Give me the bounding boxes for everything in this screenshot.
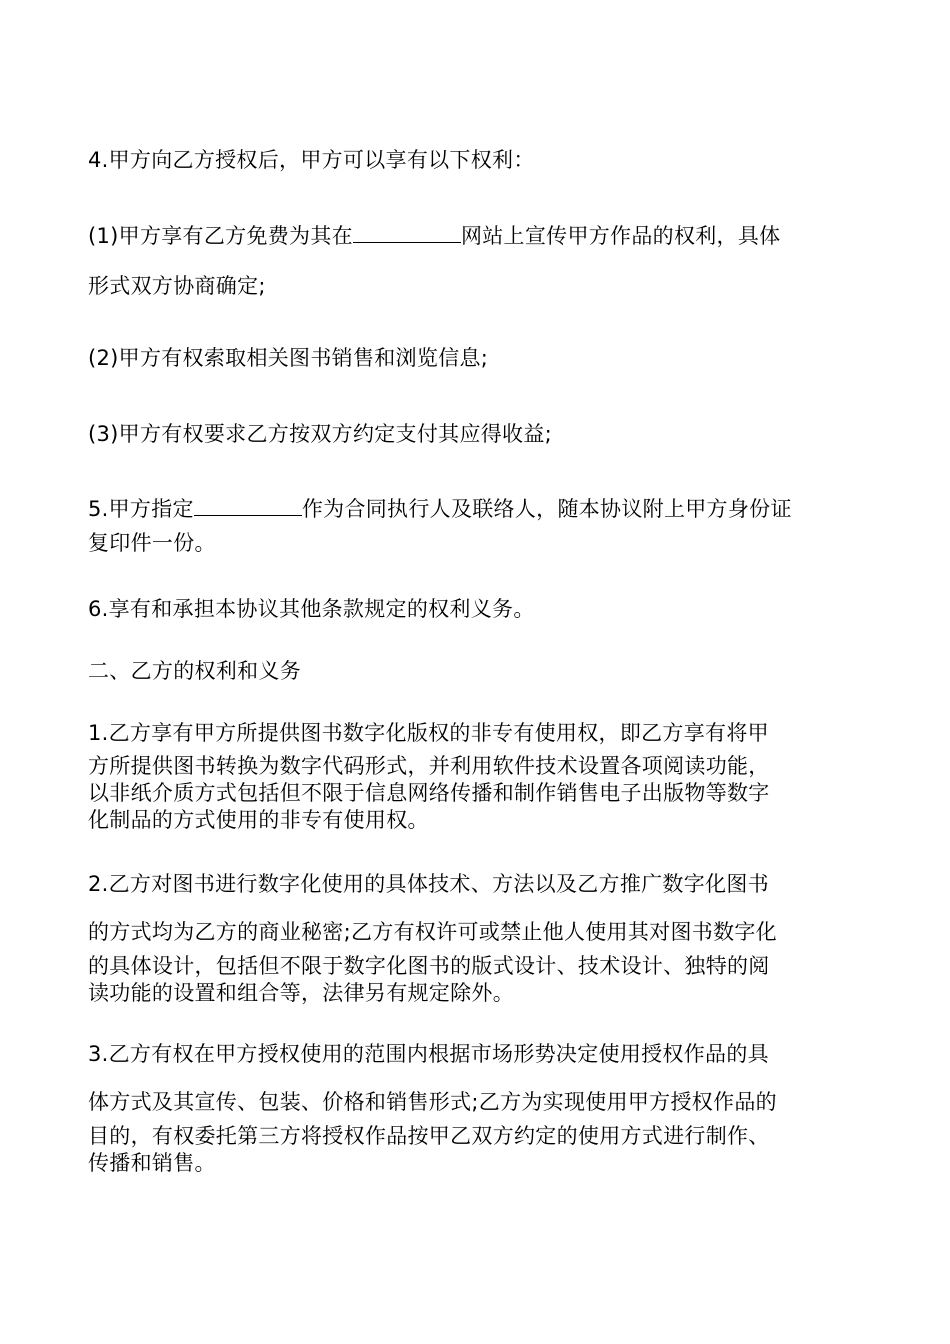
text-line: (2)甲方有权索取相关图书销售和浏览信息; — [88, 346, 489, 370]
text-segment: 作为合同执行人及联络人，随本协议附上甲方身份证 — [301, 497, 792, 521]
fill-in-blank-website — [353, 222, 461, 243]
text-line: 2.乙方对图书进行数字化使用的具体技术、方法以及乙方推广数字化图书 — [88, 872, 769, 896]
text-line: 读功能的设置和组合等，法律另有规定除外。 — [88, 981, 514, 1005]
text-line — [88, 494, 864, 524]
paragraph-a4 — [88, 145, 864, 175]
paragraph-a4-3 — [88, 419, 864, 449]
text-line: 传播和销售。 — [88, 1151, 216, 1175]
paragraph-b2 — [88, 869, 864, 1008]
paragraph-a4-2 — [88, 343, 864, 373]
section-title: 二、乙方的权利和义务 — [88, 659, 301, 683]
paragraph-b3 — [88, 1039, 864, 1178]
text-line: 化制品的方式使用的非专有使用权。 — [88, 808, 429, 832]
text-line: (3)甲方有权要求乙方按双方约定支付其应得收益; — [88, 422, 553, 446]
text-line: 方所提供图书转换为数字代码形式，并利用软件技术设置各项阅读功能， — [88, 754, 770, 778]
text-line: 目的，有权委托第三方将授权作品按甲乙双方约定的使用方式进行制作、 — [88, 1124, 770, 1148]
text-segment: 5.甲方指定 — [88, 497, 194, 521]
text-line: 体方式及其宣传、包装、价格和销售形式;乙方为实现使用甲方授权作品的 — [88, 1090, 777, 1114]
text-segment: (1)甲方享有乙方免费为其在 — [88, 224, 353, 248]
text-line: 3.乙方有权在甲方授权使用的范围内根据市场形势决定使用授权作品的具 — [88, 1042, 769, 1066]
text-line: 以非纸介质方式包括但不限于信息网络传播和制作销售电子出版物等数字 — [88, 781, 770, 805]
text-line: 4.甲方向乙方授权后，甲方可以享有以下权利： — [88, 148, 535, 172]
paragraph-a5 — [88, 494, 864, 558]
text-line: 1.乙方享有甲方所提供图书数字化版权的非专有使用权，即乙方享有将甲 — [88, 721, 769, 745]
text-line: 复印件一份。 — [88, 531, 216, 555]
paragraph-a6 — [88, 594, 864, 624]
text-line: 的具体设计，包括但不限于数字化图书的版式设计、技术设计、独特的阅 — [88, 954, 770, 978]
text-line: 的方式均为乙方的商业秘密;乙方有权许可或禁止他人使用其对图书数字化 — [88, 920, 777, 944]
fill-in-blank-executor — [194, 495, 302, 516]
paragraph-b1 — [88, 718, 864, 835]
text-line — [88, 221, 864, 251]
paragraph-a4-1 — [88, 221, 864, 301]
section-heading-party-b — [88, 656, 864, 686]
text-line: 6.享有和承担本协议其他条款规定的权利义务。 — [88, 597, 535, 621]
text-segment: 网站上宣传甲方作品的权利，具体 — [460, 224, 781, 248]
text-line: 形式双方协商确定; — [88, 274, 266, 298]
